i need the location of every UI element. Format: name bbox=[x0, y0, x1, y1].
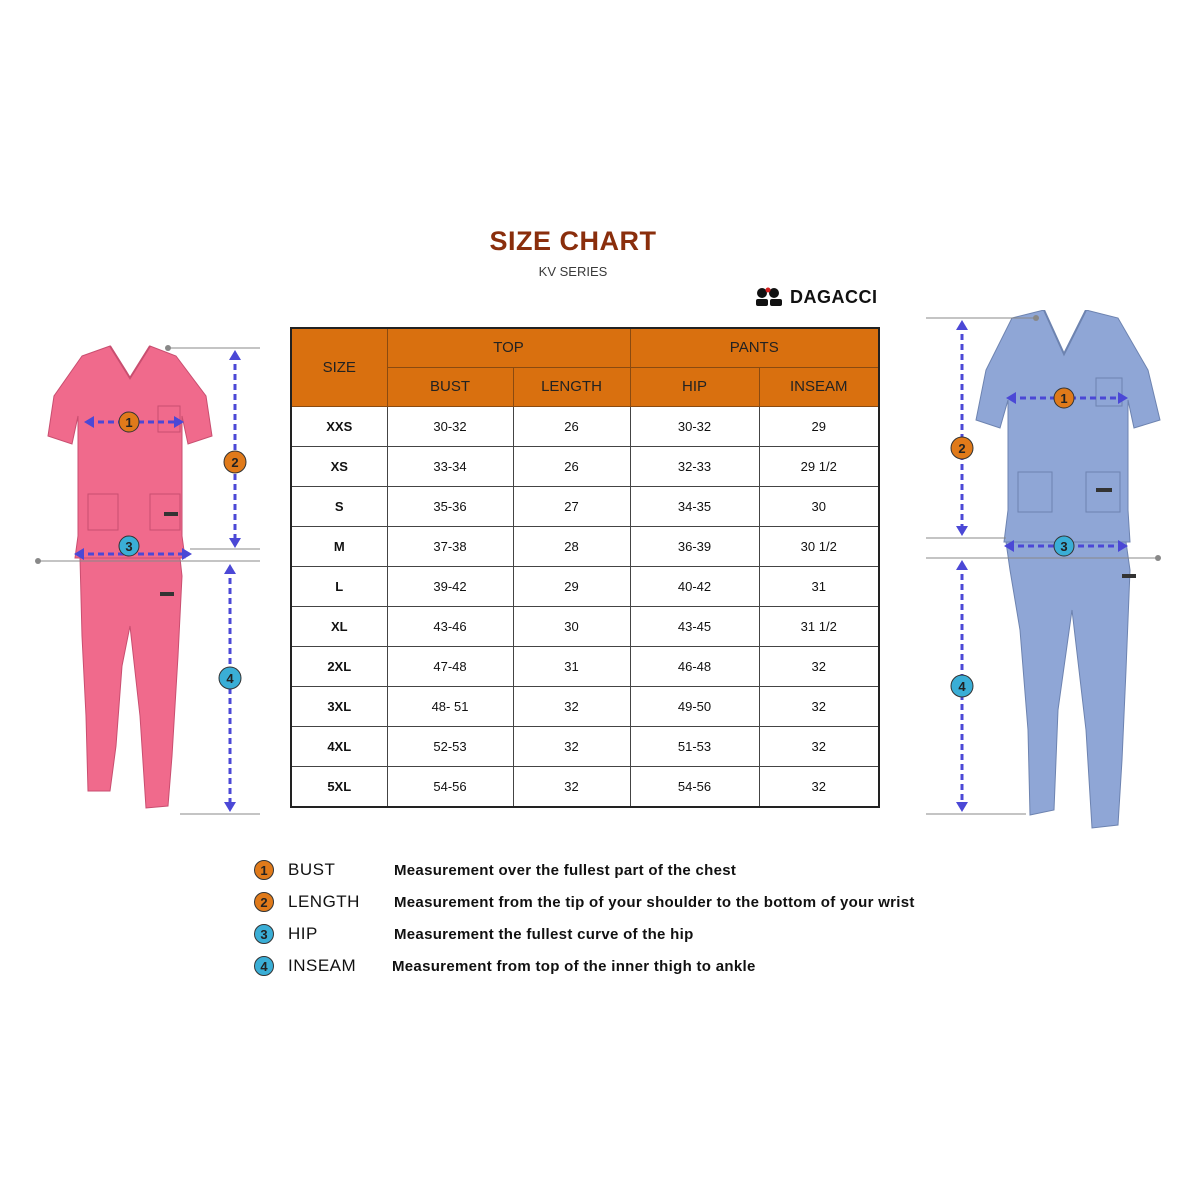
hip-cell: 34-35 bbox=[630, 486, 759, 526]
top-group-header: TOP bbox=[387, 328, 630, 367]
pants-group-header: PANTS bbox=[630, 328, 879, 367]
page-subtitle: KV SERIES bbox=[538, 264, 608, 279]
hip-cell: 49-50 bbox=[630, 686, 759, 726]
hip-column-header: HIP bbox=[630, 367, 759, 406]
bust-cell: 30-32 bbox=[387, 406, 513, 446]
size-cell: XXS bbox=[291, 406, 387, 446]
hip-cell: 32-33 bbox=[630, 446, 759, 486]
length-cell: 31 bbox=[513, 646, 630, 686]
measurement-legend bbox=[254, 854, 915, 982]
bust-cell: 33-34 bbox=[387, 446, 513, 486]
inseam-cell: 31 1/2 bbox=[759, 606, 879, 646]
legend-desc: Measurement over the fullest part of the chest bbox=[394, 861, 737, 879]
size-cell: 2XL bbox=[291, 646, 387, 686]
hip-cell: 30-32 bbox=[630, 406, 759, 446]
blue-scrubs-figure bbox=[926, 310, 1170, 835]
size-cell: 5XL bbox=[291, 766, 387, 807]
brand-logo-icon bbox=[752, 286, 786, 308]
bust-cell: 48- 51 bbox=[387, 686, 513, 726]
size-cell: XL bbox=[291, 606, 387, 646]
brand-name: DAGACCI bbox=[790, 286, 878, 307]
marker-3: 3 bbox=[125, 539, 133, 554]
legend-term: HIP bbox=[288, 924, 318, 943]
marker-4: 4 bbox=[226, 671, 234, 686]
table-row bbox=[291, 686, 879, 726]
size-cell: M bbox=[291, 526, 387, 566]
legend-badge-2: 2 bbox=[254, 892, 274, 912]
legend-term: LENGTH bbox=[288, 892, 360, 911]
length-cell: 32 bbox=[513, 726, 630, 766]
length-cell: 32 bbox=[513, 766, 630, 807]
length-cell: 28 bbox=[513, 526, 630, 566]
length-cell: 27 bbox=[513, 486, 630, 526]
marker-2: 2 bbox=[231, 455, 239, 470]
pink-scrubs-figure bbox=[30, 336, 270, 826]
bust-cell: 39-42 bbox=[387, 566, 513, 606]
legend-desc: Measurement from the tip of your shoulder to the bottom of your wrist bbox=[394, 893, 915, 911]
length-cell: 32 bbox=[513, 686, 630, 726]
size-cell: 3XL bbox=[291, 686, 387, 726]
brand-logo-group bbox=[752, 285, 878, 309]
page-title: SIZE CHART bbox=[489, 226, 657, 256]
legend-badge-3: 3 bbox=[254, 924, 274, 944]
legend-desc: Measurement the fullest curve of the hip bbox=[394, 925, 694, 943]
legend-item-length bbox=[254, 886, 915, 918]
table-row bbox=[291, 726, 879, 766]
bust-cell: 47-48 bbox=[387, 646, 513, 686]
legend-item-hip bbox=[254, 918, 694, 950]
size-cell: 4XL bbox=[291, 726, 387, 766]
table-row bbox=[291, 446, 879, 486]
table-row bbox=[291, 766, 879, 807]
inseam-cell: 32 bbox=[759, 686, 879, 726]
inseam-cell: 30 bbox=[759, 486, 879, 526]
bust-cell: 52-53 bbox=[387, 726, 513, 766]
marker-3: 3 bbox=[1060, 539, 1068, 554]
hip-cell: 54-56 bbox=[630, 766, 759, 807]
inseam-cell: 32 bbox=[759, 766, 879, 807]
table-row bbox=[291, 606, 879, 646]
size-table bbox=[290, 327, 880, 808]
table-row bbox=[291, 566, 879, 606]
legend-term: BUST bbox=[288, 860, 336, 879]
hip-cell: 43-45 bbox=[630, 606, 759, 646]
inseam-cell: 29 bbox=[759, 406, 879, 446]
bust-cell: 43-46 bbox=[387, 606, 513, 646]
table-row bbox=[291, 406, 879, 446]
legend-badge-4: 4 bbox=[254, 956, 274, 976]
size-cell: S bbox=[291, 486, 387, 526]
legend-item-bust bbox=[254, 854, 737, 886]
table-row bbox=[291, 646, 879, 686]
hip-cell: 36-39 bbox=[630, 526, 759, 566]
hip-cell: 51-53 bbox=[630, 726, 759, 766]
marker-4: 4 bbox=[958, 679, 966, 694]
inseam-cell: 32 bbox=[759, 726, 879, 766]
length-cell: 26 bbox=[513, 406, 630, 446]
size-cell: L bbox=[291, 566, 387, 606]
table-row bbox=[291, 486, 879, 526]
legend-item-inseam bbox=[254, 950, 756, 982]
inseam-cell: 30 1/2 bbox=[759, 526, 879, 566]
length-column-header: LENGTH bbox=[513, 367, 630, 406]
length-cell: 26 bbox=[513, 446, 630, 486]
size-cell: XS bbox=[291, 446, 387, 486]
size-column-header: SIZE bbox=[291, 328, 387, 406]
bust-cell: 35-36 bbox=[387, 486, 513, 526]
hip-cell: 40-42 bbox=[630, 566, 759, 606]
bust-cell: 54-56 bbox=[387, 766, 513, 807]
legend-term: INSEAM bbox=[288, 956, 357, 975]
bust-cell: 37-38 bbox=[387, 526, 513, 566]
marker-1: 1 bbox=[1060, 391, 1068, 406]
length-cell: 30 bbox=[513, 606, 630, 646]
bust-column-header: BUST bbox=[387, 367, 513, 406]
legend-desc: Measurement from top of the inner thigh to ankle bbox=[392, 957, 756, 975]
inseam-cell: 29 1/2 bbox=[759, 446, 879, 486]
table-row bbox=[291, 526, 879, 566]
hip-cell: 46-48 bbox=[630, 646, 759, 686]
marker-1: 1 bbox=[125, 415, 133, 430]
inseam-column-header: INSEAM bbox=[759, 367, 879, 406]
inseam-cell: 31 bbox=[759, 566, 879, 606]
inseam-cell: 32 bbox=[759, 646, 879, 686]
length-cell: 29 bbox=[513, 566, 630, 606]
legend-badge-1: 1 bbox=[254, 860, 274, 880]
marker-2: 2 bbox=[958, 441, 966, 456]
